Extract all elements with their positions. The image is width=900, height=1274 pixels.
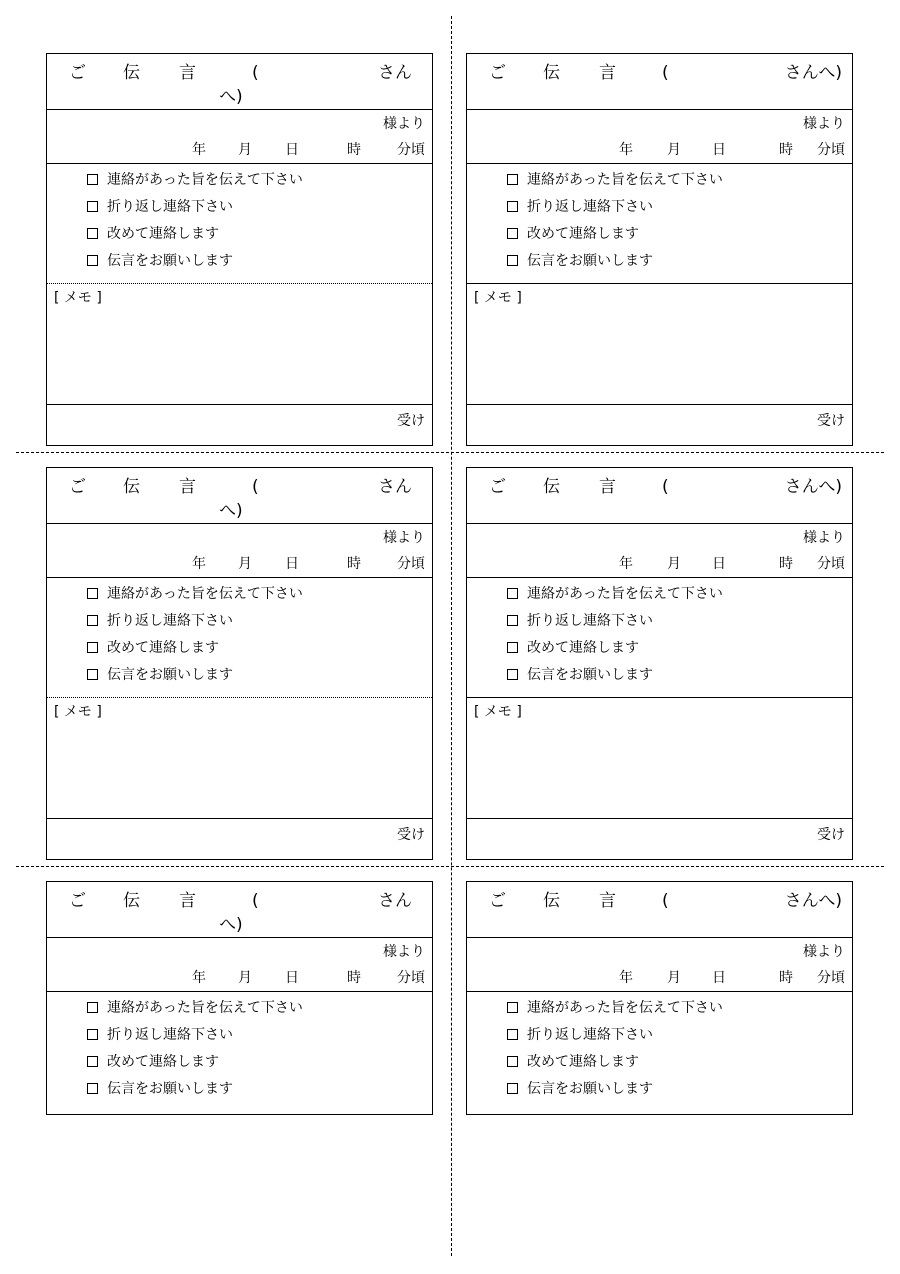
hour-label: 時	[347, 556, 361, 572]
card-title-row	[467, 468, 852, 524]
received-row	[47, 405, 432, 433]
month-label: 月	[667, 556, 681, 572]
memo-label: [ メモ ]	[474, 704, 522, 720]
hour-label: 時	[779, 556, 793, 572]
checkbox-icon[interactable]	[507, 669, 518, 680]
checkbox-label: 連絡があった旨を伝えて下さい	[527, 1000, 723, 1016]
hour-label: 時	[347, 970, 361, 986]
checkbox-label: 連絡があった旨を伝えて下さい	[527, 586, 723, 602]
title-go: ご	[69, 477, 86, 497]
checkbox-icon[interactable]	[87, 615, 98, 626]
recipient-suffix: さん	[378, 891, 412, 911]
title-go: ご	[489, 477, 506, 497]
sender-label: 様より	[383, 116, 425, 132]
checkbox-item[interactable]	[467, 635, 852, 662]
day-label: 日	[285, 142, 299, 158]
month-label: 月	[238, 142, 252, 158]
memo-area[interactable]	[467, 284, 852, 405]
checkbox-label: 折り返し連絡下さい	[527, 613, 653, 629]
checkbox-icon[interactable]	[87, 228, 98, 239]
recipient-suffix-he: へ)	[219, 915, 243, 935]
checkbox-label: 折り返し連絡下さい	[107, 1027, 233, 1043]
checkbox-icon[interactable]	[507, 201, 518, 212]
title-paren: (	[252, 63, 259, 83]
checkbox-label: 改めて連絡します	[107, 640, 219, 656]
memo-area[interactable]	[47, 698, 432, 819]
day-label: 日	[712, 142, 726, 158]
title-paren: (	[252, 891, 259, 911]
hour-label: 時	[779, 142, 793, 158]
checkbox-label: 伝言をお願いします	[527, 1081, 653, 1097]
checkbox-label: 伝言をお願いします	[107, 253, 233, 269]
year-label: 年	[619, 142, 633, 158]
day-label: 日	[285, 556, 299, 572]
recipient-suffix: さんへ)	[784, 63, 842, 83]
checkbox-icon[interactable]	[507, 1002, 518, 1013]
checkbox-item[interactable]	[47, 581, 432, 608]
title-go: ご	[69, 891, 86, 911]
card-title-row	[47, 468, 432, 524]
checkbox-item[interactable]	[47, 221, 432, 248]
checkbox-item[interactable]	[47, 662, 432, 689]
minute-label: 分頃	[817, 970, 845, 986]
checkbox-label: 改めて連絡します	[527, 1054, 639, 1070]
checkbox-label: 連絡があった旨を伝えて下さい	[107, 1000, 303, 1016]
checkbox-item[interactable]	[47, 1022, 432, 1049]
checkbox-icon[interactable]	[87, 588, 98, 599]
checkbox-item[interactable]	[47, 167, 432, 194]
title-gen: 言	[179, 477, 196, 497]
checkbox-item[interactable]	[47, 194, 432, 221]
minute-label: 分頃	[817, 556, 845, 572]
memo-label: [ メモ ]	[54, 704, 102, 720]
year-label: 年	[619, 556, 633, 572]
checkbox-icon[interactable]	[507, 1083, 518, 1094]
sender-datetime-row	[467, 110, 852, 164]
month-label: 月	[238, 556, 252, 572]
checkbox-label: 折り返し連絡下さい	[527, 1027, 653, 1043]
checkbox-label: 改めて連絡します	[107, 1054, 219, 1070]
minute-label: 分頃	[397, 556, 425, 572]
checkbox-label: 伝言をお願いします	[107, 1081, 233, 1097]
month-label: 月	[667, 970, 681, 986]
title-paren: (	[662, 891, 669, 911]
checkbox-item[interactable]	[467, 995, 852, 1022]
checkbox-label: 改めて連絡します	[527, 226, 639, 242]
checkbox-icon[interactable]	[87, 1002, 98, 1013]
year-label: 年	[192, 142, 206, 158]
recipient-suffix: さん	[378, 63, 412, 83]
checkbox-item[interactable]	[467, 1076, 852, 1103]
checkbox-icon[interactable]	[87, 1029, 98, 1040]
checkbox-item[interactable]	[467, 581, 852, 608]
checkbox-icon[interactable]	[507, 228, 518, 239]
year-label: 年	[192, 970, 206, 986]
sender-label: 様より	[383, 944, 425, 960]
year-label: 年	[619, 970, 633, 986]
recipient-suffix: さん	[378, 477, 412, 497]
title-den: 伝	[543, 63, 560, 83]
checkbox-item[interactable]	[467, 248, 852, 275]
checkbox-icon[interactable]	[87, 174, 98, 185]
card-title-row	[467, 54, 852, 110]
checkbox-label: 折り返し連絡下さい	[527, 199, 653, 215]
checkbox-icon[interactable]	[507, 174, 518, 185]
day-label: 日	[285, 970, 299, 986]
received-row	[47, 819, 432, 847]
checkbox-icon[interactable]	[87, 255, 98, 266]
checkbox-item[interactable]	[47, 1049, 432, 1076]
title-gen: 言	[599, 891, 616, 911]
checkbox-item[interactable]	[47, 995, 432, 1022]
title-den: 伝	[543, 891, 560, 911]
checkbox-item[interactable]	[467, 194, 852, 221]
memo-area[interactable]	[47, 284, 432, 405]
checkbox-item[interactable]	[467, 1022, 852, 1049]
recipient-suffix-he: へ)	[219, 501, 243, 521]
title-gen: 言	[599, 477, 616, 497]
sender-datetime-row	[467, 938, 852, 992]
checkbox-list	[467, 578, 852, 698]
checkbox-icon[interactable]	[87, 669, 98, 680]
checkbox-label: 連絡があった旨を伝えて下さい	[107, 586, 303, 602]
checkbox-label: 改めて連絡します	[527, 640, 639, 656]
checkbox-list	[47, 164, 432, 284]
recipient-suffix-he: へ)	[219, 87, 243, 107]
horizontal-cut-line	[16, 452, 884, 453]
title-den: 伝	[543, 477, 560, 497]
sender-label: 様より	[803, 530, 845, 546]
checkbox-label: 改めて連絡します	[107, 226, 219, 242]
checkbox-label: 連絡があった旨を伝えて下さい	[107, 172, 303, 188]
minute-label: 分頃	[817, 142, 845, 158]
received-label: 受け	[817, 413, 845, 429]
checkbox-icon[interactable]	[87, 1056, 98, 1067]
card-title-row	[467, 882, 852, 938]
received-row	[467, 405, 852, 433]
checkbox-label: 連絡があった旨を伝えて下さい	[527, 172, 723, 188]
title-den: 伝	[123, 477, 140, 497]
checkbox-label: 伝言をお願いします	[527, 667, 653, 683]
message-card	[466, 467, 853, 860]
sender-label: 様より	[803, 944, 845, 960]
minute-label: 分頃	[397, 142, 425, 158]
memo-label: [ メモ ]	[54, 290, 102, 306]
checkbox-icon[interactable]	[507, 642, 518, 653]
received-label: 受け	[817, 827, 845, 843]
sender-label: 様より	[383, 530, 425, 546]
sender-datetime-row	[47, 524, 432, 578]
sender-datetime-row	[467, 524, 852, 578]
checkbox-list	[47, 578, 432, 698]
checkbox-item[interactable]	[467, 1049, 852, 1076]
horizontal-cut-line	[16, 866, 884, 867]
message-card	[46, 467, 433, 860]
checkbox-item[interactable]	[47, 1076, 432, 1103]
checkbox-item[interactable]	[47, 248, 432, 275]
sender-datetime-row	[47, 110, 432, 164]
checkbox-icon[interactable]	[87, 201, 98, 212]
hour-label: 時	[347, 142, 361, 158]
checkbox-label: 伝言をお願いします	[107, 667, 233, 683]
hour-label: 時	[779, 970, 793, 986]
title-gen: 言	[599, 63, 616, 83]
checkbox-item[interactable]	[47, 608, 432, 635]
checkbox-item[interactable]	[467, 167, 852, 194]
title-paren: (	[662, 63, 669, 83]
title-den: 伝	[123, 63, 140, 83]
checkbox-item[interactable]	[467, 608, 852, 635]
day-label: 日	[712, 970, 726, 986]
title-den: 伝	[123, 891, 140, 911]
title-gen: 言	[179, 891, 196, 911]
recipient-suffix: さんへ)	[784, 891, 842, 911]
sender-datetime-row	[47, 938, 432, 992]
checkbox-icon[interactable]	[87, 1083, 98, 1094]
message-card	[46, 881, 433, 1115]
year-label: 年	[192, 556, 206, 572]
received-label: 受け	[397, 827, 425, 843]
memo-area[interactable]	[467, 698, 852, 819]
received-row	[467, 819, 852, 847]
checkbox-list	[47, 992, 432, 1112]
checkbox-list	[467, 992, 852, 1112]
checkbox-label: 折り返し連絡下さい	[107, 199, 233, 215]
title-paren: (	[252, 477, 259, 497]
checkbox-icon[interactable]	[507, 615, 518, 626]
checkbox-label: 折り返し連絡下さい	[107, 613, 233, 629]
checkbox-icon[interactable]	[507, 588, 518, 599]
title-paren: (	[662, 477, 669, 497]
checkbox-icon[interactable]	[507, 255, 518, 266]
checkbox-item[interactable]	[467, 221, 852, 248]
checkbox-icon[interactable]	[507, 1029, 518, 1040]
title-go: ご	[69, 63, 86, 83]
message-card	[46, 53, 433, 446]
month-label: 月	[667, 142, 681, 158]
checkbox-label: 伝言をお願いします	[527, 253, 653, 269]
checkbox-icon[interactable]	[87, 642, 98, 653]
sender-label: 様より	[803, 116, 845, 132]
minute-label: 分頃	[397, 970, 425, 986]
title-go: ご	[489, 891, 506, 911]
checkbox-list	[467, 164, 852, 284]
message-card	[466, 881, 853, 1115]
vertical-cut-line	[451, 16, 452, 1256]
checkbox-icon[interactable]	[507, 1056, 518, 1067]
checkbox-item[interactable]	[467, 662, 852, 689]
recipient-suffix: さんへ)	[784, 477, 842, 497]
memo-label: [ メモ ]	[474, 290, 522, 306]
card-title-row	[47, 54, 432, 110]
card-title-row	[47, 882, 432, 938]
day-label: 日	[712, 556, 726, 572]
received-label: 受け	[397, 413, 425, 429]
title-gen: 言	[179, 63, 196, 83]
title-go: ご	[489, 63, 506, 83]
month-label: 月	[238, 970, 252, 986]
checkbox-item[interactable]	[47, 635, 432, 662]
message-card	[466, 53, 853, 446]
